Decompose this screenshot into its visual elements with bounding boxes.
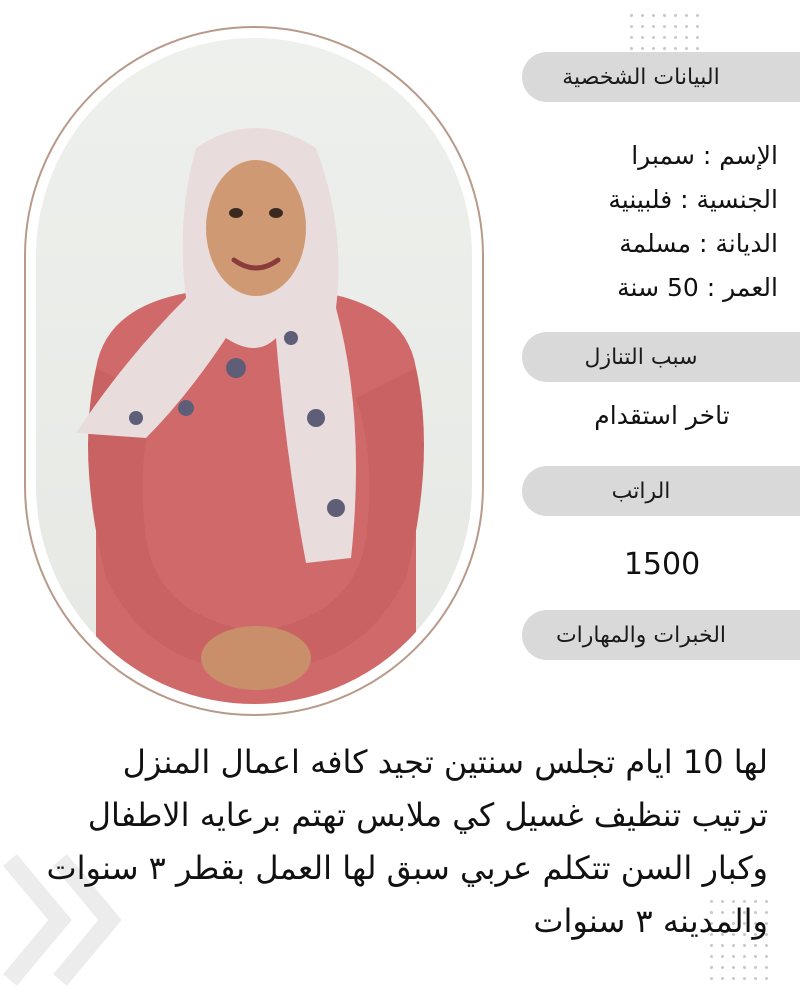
decorative-dots-top — [630, 14, 699, 50]
person-illustration — [36, 38, 472, 704]
age-field: العمر : 50 سنة — [617, 273, 778, 302]
salary-value: 1500 — [623, 547, 701, 582]
name-field: الإسم : سمبرا — [631, 141, 778, 170]
nationality-field: الجنسية : فلبينية — [608, 185, 778, 214]
skills-heading: الخبرات والمهارات — [522, 610, 800, 660]
reason-heading: سبب التنازل — [522, 332, 800, 382]
skills-description: لها 10 ايام تجلس سنتين تجيد كافه اعمال المنزل ترتيب تنظيف غسيل كي ملابس تهتم برعايه الاطفال وكبار السن تتكلم عربي سبق لها العمل بقطر ٣ سنوات والمدينه ٣ سنوات — [46, 743, 768, 940]
reason-value: تاخر استقدام — [594, 401, 730, 430]
profile-photo — [36, 38, 472, 704]
religion-field: الديانة : مسلمة — [619, 229, 778, 258]
personal-data-heading: البيانات الشخصية — [522, 52, 800, 102]
salary-heading: الراتب — [522, 466, 800, 516]
